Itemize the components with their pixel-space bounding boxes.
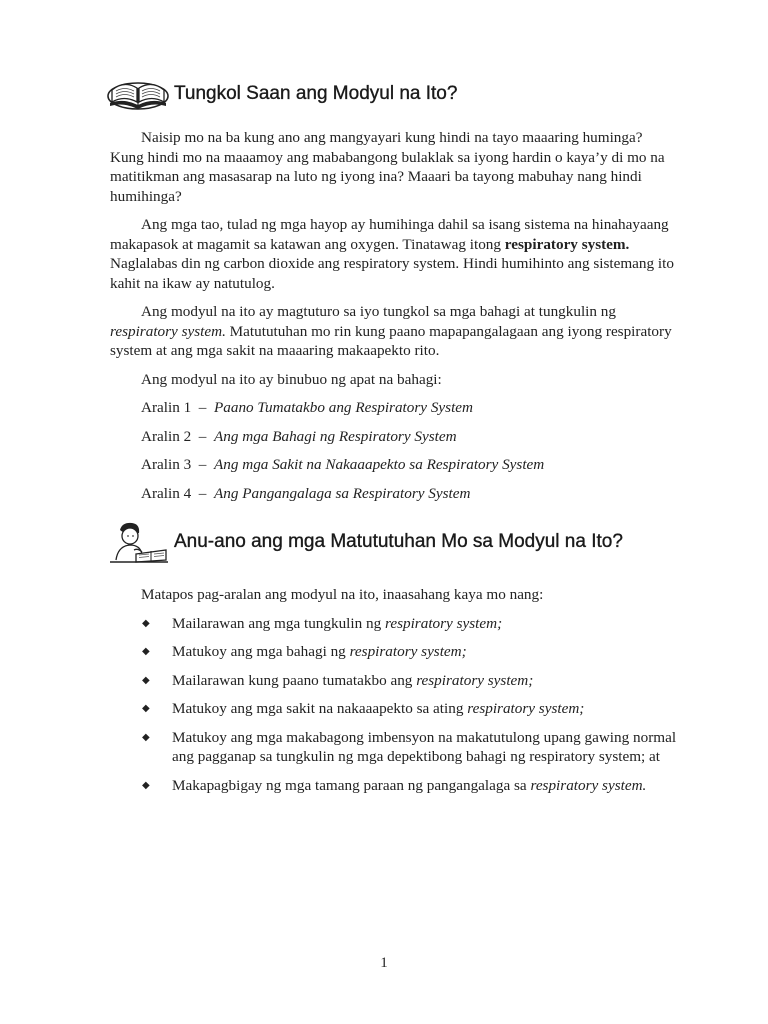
list-item bbox=[110, 776, 680, 796]
aralin-title: Ang Pangangalaga sa Respiratory System bbox=[213, 484, 471, 502]
aralin-item bbox=[141, 427, 680, 447]
aralin-title: Paano Tumatakbo ang Respiratory System bbox=[213, 399, 473, 416]
aralin-dash: – bbox=[198, 456, 207, 473]
aralin-dash: – bbox=[198, 399, 207, 416]
bullet-ital: respiratory system; bbox=[349, 643, 467, 660]
aralin-item bbox=[141, 484, 680, 504]
diamond-bullet-icon: ◆ bbox=[142, 703, 150, 714]
bullet-text: Matukoy ang mga makabagong imbensyon na makatutulong upang gawing normal ang pagganap sa tungkulin ng mga depektibong bahagi ng respiratory system; at bbox=[172, 728, 677, 765]
section1-heading: Tungkol Saan ang Modyul na Ito? bbox=[174, 83, 458, 104]
section2-body bbox=[110, 585, 680, 795]
p3-ital-term: respiratory system. bbox=[110, 322, 226, 340]
p2-text-a: Ang mga tao, tulad ng mga hayop ay humihinga dahil sa isang sistema na hinahayaang makapasok at magamit sa katawan ang oxygen. Tinatawag itong bbox=[110, 216, 669, 253]
aralin-label: Aralin 3 bbox=[141, 456, 192, 473]
page-number: 1 bbox=[380, 955, 388, 971]
diamond-bullet-icon: ◆ bbox=[142, 779, 150, 791]
p3-text-b: Matututuhan mo rin kung paano mapapangalagaan ang iyong respiratory system at ang mga sakit na maaaring makaapekto rito. bbox=[110, 322, 672, 359]
aralin-dash: – bbox=[198, 427, 207, 445]
student-reading-icon bbox=[106, 520, 170, 564]
paragraph-intro: Naisip mo na ba kung ano ang mangyayari kung hindi na tayo maaaring huminga? Kung hindi mo na maaamoy ang mababangong bulaklak sa iyong hardin o kaya’y di mo na matitikman ang masasarap na luto ng iyong ina? Maaari ba tayong mabuhay nang hindi humihinga? bbox=[110, 129, 665, 205]
bullet-ital: respiratory system; bbox=[416, 671, 534, 689]
bullet-ital: respiratory system. bbox=[530, 776, 647, 794]
paragraph-parts-intro: Ang modyul na ito ay binubuo ng apat na bahagi: bbox=[141, 370, 442, 388]
bullet-text: Matukoy ang mga bahagi ng bbox=[172, 643, 350, 660]
learning-goals-list bbox=[110, 614, 680, 796]
paragraph-module-overview bbox=[110, 302, 680, 361]
diamond-bullet-icon: ◆ bbox=[142, 617, 150, 629]
aralin-item bbox=[141, 398, 680, 418]
bullet-ital: respiratory system; bbox=[385, 614, 503, 632]
learning-goals-intro: Matapos pag-aralan ang modyul na ito, inaasahang kaya mo nang: bbox=[141, 586, 544, 603]
diamond-bullet-icon: ◆ bbox=[142, 731, 150, 743]
list-item bbox=[110, 642, 680, 662]
list-item bbox=[110, 699, 680, 719]
aralin-list bbox=[110, 398, 680, 503]
p2-text-b: Naglalabas din ng carbon dioxide ang respiratory system. Hindi humihinto ang sistemang ito kahit na ikaw ay natutulog. bbox=[110, 255, 674, 292]
p3-text-a: Ang modyul na ito ay magtuturo sa iyo tungkol sa mga bahagi at tungkulin ng bbox=[141, 303, 616, 320]
aralin-title: Ang mga Bahagi ng Respiratory System bbox=[213, 427, 457, 445]
aralin-title: Ang mga Sakit na Nakaaapekto sa Respiratory System bbox=[213, 456, 545, 473]
bullet-text: Makapagbigay ng mga tamang paraan ng pangangalaga sa bbox=[172, 776, 531, 794]
list-item bbox=[110, 671, 680, 691]
bullet-text: Mailarawan kung paano tumatakbo ang bbox=[172, 671, 417, 689]
list-item bbox=[110, 614, 680, 634]
section2-heading: Anu-ano ang mga Matututuhan Mo sa Modyul na Ito? bbox=[174, 531, 623, 552]
aralin-item bbox=[141, 455, 680, 475]
aralin-label: Aralin 4 bbox=[141, 484, 192, 502]
section2-heading-row bbox=[106, 520, 623, 564]
bullet-text: Mailarawan ang mga tungkulin ng bbox=[172, 614, 385, 632]
diamond-bullet-icon: ◆ bbox=[142, 646, 150, 657]
aralin-label: Aralin 2 bbox=[141, 427, 192, 445]
paragraph-respiratory-definition bbox=[110, 215, 680, 293]
bullet-ital: respiratory system; bbox=[467, 700, 585, 717]
aralin-dash: – bbox=[198, 484, 207, 502]
section1-body bbox=[110, 128, 680, 503]
section1-heading-row bbox=[106, 72, 457, 116]
open-book-icon bbox=[106, 72, 170, 116]
diamond-bullet-icon: ◆ bbox=[142, 674, 150, 686]
p2-bold-term: respiratory system. bbox=[504, 235, 630, 253]
aralin-label: Aralin 1 bbox=[141, 399, 192, 416]
list-item bbox=[110, 728, 680, 767]
bullet-text: Matukoy ang mga sakit na nakaaapekto sa ating bbox=[172, 700, 468, 717]
